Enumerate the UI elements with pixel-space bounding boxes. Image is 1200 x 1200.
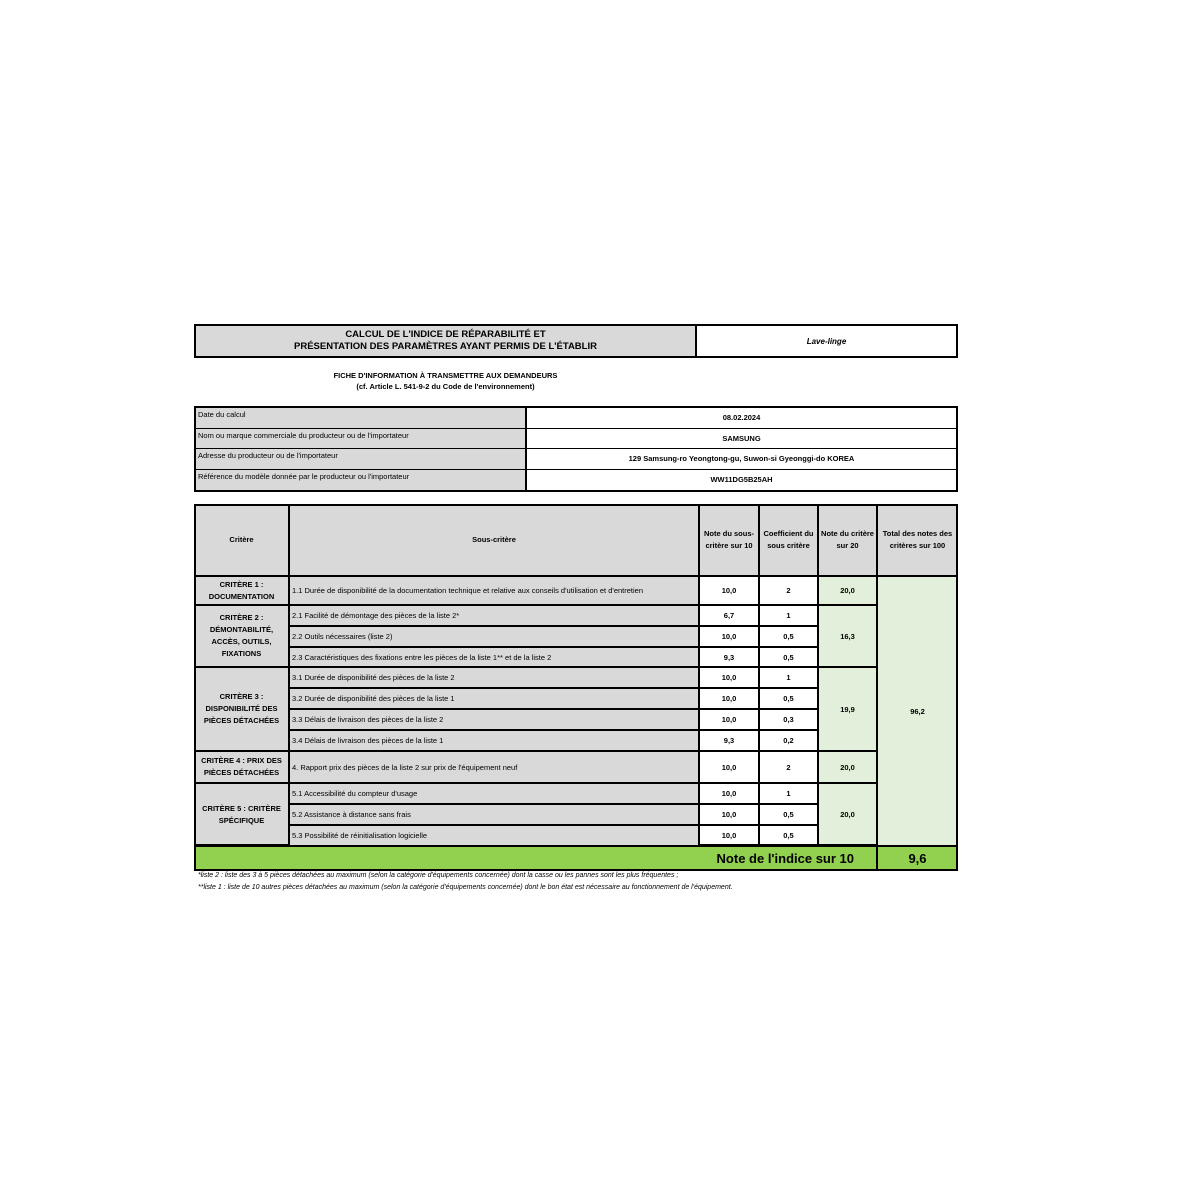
info-value: WW11DG5B25AH (710, 475, 773, 485)
repairability-sheet (194, 324, 958, 872)
criterion-4-label: CRITÈRE 4 : PRIX DES PIÈCES DÉTACHÉES (194, 751, 289, 783)
criterion-1-label: CRITÈRE 1 : DOCUMENTATION (194, 576, 289, 605)
subcriterion-coef: 0,5 (759, 626, 818, 647)
header-critere: Critère (194, 504, 289, 576)
subcriterion-coef: 2 (759, 751, 818, 783)
subcriterion-note: 10,0 (699, 709, 759, 730)
criterion-1-score: 20,0 (818, 576, 877, 605)
info-value: 129 Samsung-ro Yeongtong-gu, Suwon-si Gyeonggi-do KOREA (628, 454, 855, 464)
subcriterion-note: 10,0 (699, 804, 759, 825)
subcriterion-coef: 0,3 (759, 709, 818, 730)
subcriterion-label: 5.2 Assistance à distance sans frais (289, 804, 699, 825)
footnote-1: *liste 2 : liste des 3 à 5 pièces détachées au maximum (selon la catégorie d'équipements concernée) dont la casse ou les pannes sont les plus fréquentes ; (198, 872, 679, 879)
subcriterion-label: 5.3 Possibilité de réinitialisation logicielle (289, 825, 699, 846)
subcriterion-note: 10,0 (699, 751, 759, 783)
info-value: SAMSUNG (722, 433, 761, 443)
title-row (194, 324, 958, 358)
subcriterion-coef: 0,5 (759, 688, 818, 709)
info-label: Adresse du producteur ou de l'importateur (196, 449, 527, 469)
subcriterion-label: 3.4 Délais de livraison des pièces de la liste 1 (289, 730, 699, 751)
subcriterion-note: 10,0 (699, 576, 759, 605)
subcriterion-label: 1.1 Durée de disponibilité de la documentation technique et relative aux conseils d'utilisation et d'entretien (289, 576, 699, 605)
total-score: 96,2 (877, 576, 958, 846)
subtitle-line-1: FICHE D'INFORMATION À TRANSMETTRE AUX DEMANDEURS (333, 371, 558, 380)
header-note-critere: Note du critère sur 20 (818, 504, 877, 576)
subcriterion-label: 2.1 Facilité de démontage des pièces de la liste 2* (289, 605, 699, 626)
product-type: Lave-linge (697, 324, 958, 358)
subcriterion-note: 10,0 (699, 783, 759, 804)
subcriterion-note: 9,3 (699, 730, 759, 751)
final-index-label: Note de l'indice sur 10 (194, 846, 877, 871)
subcriterion-note: 10,0 (699, 626, 759, 647)
criterion-5-score: 20,0 (818, 783, 877, 846)
subcriterion-coef: 2 (759, 576, 818, 605)
criterion-4-score: 20,0 (818, 751, 877, 783)
criterion-3-score: 19,9 (818, 667, 877, 751)
subcriterion-coef: 1 (759, 605, 818, 626)
subcriterion-note: 10,0 (699, 667, 759, 688)
info-row (196, 429, 956, 450)
subcriterion-coef: 0,5 (759, 825, 818, 846)
footnote-2: **liste 1 : liste de 10 autres pièces détachées au maximum (selon la catégorie d'équipements concernée) dont le bon état est nécessaire au fonctionnement de l'équipement. (198, 884, 733, 891)
subcriterion-coef: 0,5 (759, 804, 818, 825)
info-row (196, 408, 956, 429)
header-note-sous-critere: Note du sous-critère sur 10 (699, 504, 759, 576)
criterion-3-label: CRITÈRE 3 : DISPONIBILITÉ DES PIÈCES DÉTACHÉES (194, 667, 289, 751)
subcriterion-label: 2.3 Caractéristiques des fixations entre les pièces de la liste 1** et de la liste 2 (289, 647, 699, 667)
final-index-value: 9,6 (877, 846, 958, 871)
title-line-2: PRÉSENTATION DES PARAMÈTRES AYANT PERMIS DE L'ÉTABLIR (294, 341, 597, 352)
info-label: Nom ou marque commerciale du producteur ou de l'importateur (196, 429, 527, 449)
subcriterion-label: 3.3 Délais de livraison des pièces de la liste 2 (289, 709, 699, 730)
subcriterion-note: 6,7 (699, 605, 759, 626)
subcriterion-note: 9,3 (699, 647, 759, 667)
subcriterion-note: 10,0 (699, 825, 759, 846)
subcriterion-label: 3.2 Durée de disponibilité des pièces de la liste 1 (289, 688, 699, 709)
subcriterion-coef: 1 (759, 667, 818, 688)
document-title (194, 324, 697, 358)
subcriterion-coef: 1 (759, 783, 818, 804)
info-label: Référence du modèle donnée par le producteur ou l'importateur (196, 470, 527, 491)
info-row (196, 449, 956, 470)
info-value: 08.02.2024 (722, 413, 761, 423)
subcriterion-label: 2.2 Outils nécessaires (liste 2) (289, 626, 699, 647)
subtitle-line-2: (cf. Article L. 541-9-2 du Code de l'environnement) (356, 382, 535, 391)
info-table (194, 406, 958, 492)
info-row (196, 470, 956, 491)
criterion-2-score: 16,3 (818, 605, 877, 667)
criterion-5-label: CRITÈRE 5 : CRITÈRE SPÉCIFIQUE (194, 783, 289, 846)
subtitle (194, 370, 697, 392)
footnotes (198, 870, 733, 894)
score-table (194, 504, 958, 872)
title-line-1: CALCUL DE L'INDICE DE RÉPARABILITÉ ET (345, 329, 546, 340)
info-label: Date du calcul (196, 408, 527, 428)
header-total: Total des notes des critères sur 100 (877, 504, 958, 576)
subcriterion-label: 5.1 Accessibilité du compteur d'usage (289, 783, 699, 804)
subcriterion-label: 4. Rapport prix des pièces de la liste 2 sur prix de l'équipement neuf (289, 751, 699, 783)
subcriterion-note: 10,0 (699, 688, 759, 709)
header-sous-critere: Sous-critère (289, 504, 699, 576)
subcriterion-coef: 0,2 (759, 730, 818, 751)
subcriterion-coef: 0,5 (759, 647, 818, 667)
subcriterion-label: 3.1 Durée de disponibilité des pièces de la liste 2 (289, 667, 699, 688)
criterion-2-label: CRITÈRE 2 : DÉMONTABILITÉ, ACCÈS, OUTILS, FIXATIONS (194, 605, 289, 667)
header-coefficient: Coefficient du sous critère (759, 504, 818, 576)
